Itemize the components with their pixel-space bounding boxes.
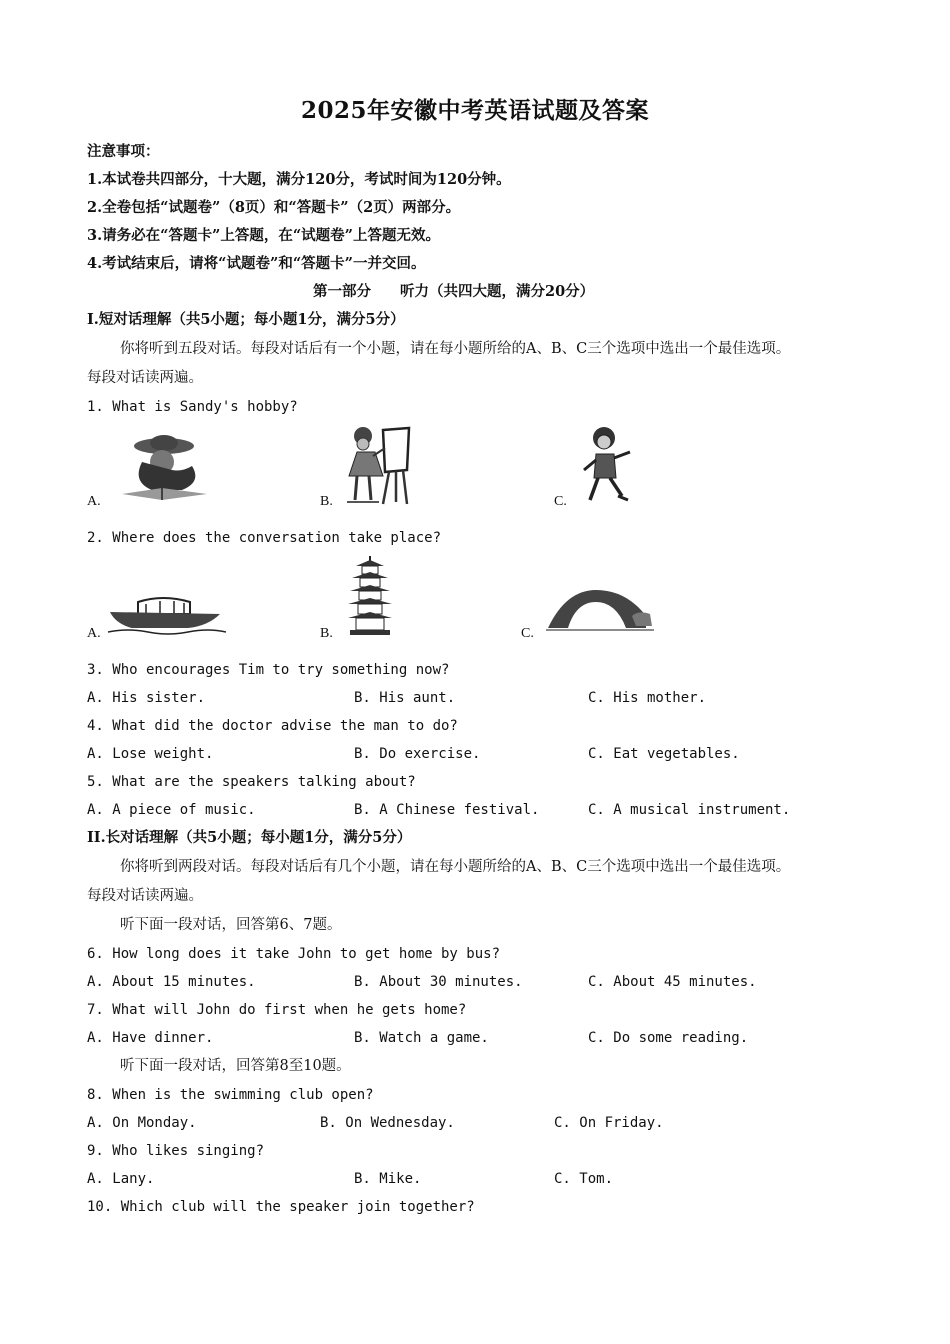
painting-girl-picture (343, 424, 413, 506)
option-label: B. (320, 494, 333, 509)
option-b: B. Mike. (354, 1171, 422, 1187)
stone-bridge-picture (546, 586, 654, 634)
option-c: C. A musical instrument. (588, 802, 791, 818)
option-b: B. On Wednesday. (320, 1115, 455, 1131)
option-label: C. (521, 626, 534, 641)
instruction: 每段对话读两遍。 (87, 370, 203, 386)
option-c: C. Do some reading. (588, 1030, 749, 1046)
question-8: 8. When is the swimming club open? (87, 1087, 374, 1103)
pagoda-picture (346, 554, 394, 636)
option-a: A. Have dinner. (87, 1030, 214, 1046)
option-b: B. Do exercise. (354, 746, 481, 762)
notice-item: 1.本试卷共四部分，十大题，满分120分，考试时间为120分钟。 (87, 171, 511, 188)
option-c: C. On Friday. (554, 1115, 664, 1131)
running-boy-picture (578, 424, 640, 506)
option-c: C. About 45 minutes. (588, 974, 757, 990)
option-label: C. (554, 494, 567, 509)
option-label: A. (87, 494, 101, 509)
instruction: 你将听到五段对话。每段对话后有一个小题，请在每小题所给的A、B、C三个选项中选出一个最佳选项。 (120, 341, 791, 357)
option-a: A. On Monday. (87, 1115, 197, 1131)
page-title: 2025年安徽中考英语试题及答案 (300, 97, 649, 124)
group-instruction: 听下面一段对话，回答第8至10题。 (120, 1058, 351, 1074)
option-c: C. His mother. (588, 690, 707, 706)
option-b: B. His aunt. (354, 690, 456, 706)
option-a: A. His sister. (87, 690, 206, 706)
question-9: 9. Who likes singing? (87, 1143, 265, 1159)
notice-item: 3.请务必在“答题卡”上答题，在“试题卷”上答题无效。 (87, 227, 440, 244)
notice-item: 2.全卷包括“试题卷”（8页）和“答题卡”（2页）两部分。 (87, 199, 461, 216)
question-5: 5. What are the speakers talking about? (87, 774, 416, 790)
question-10: 10. Which club will the speaker join together? (87, 1199, 475, 1215)
part-heading: 第一部分 听力（共四大题，满分20分） (313, 283, 595, 300)
instruction: 你将听到两段对话。每段对话后有几个小题，请在每小题所给的A、B、C三个选项中选出一个最佳选项。 (120, 859, 791, 875)
question-1: 1. What is Sandy's hobby? (87, 399, 298, 415)
reading-girl-picture (112, 432, 212, 502)
question-7: 7. What will John do first when he gets home? (87, 1002, 467, 1018)
option-a: A. Lose weight. (87, 746, 214, 762)
option-c: C. Tom. (554, 1171, 614, 1187)
option-b: B. About 30 minutes. (354, 974, 523, 990)
option-label: A. (87, 626, 101, 641)
option-c: C. Eat vegetables. (588, 746, 740, 762)
option-a: A. Lany. (87, 1171, 155, 1187)
notice-heading: 注意事项： (87, 143, 160, 160)
option-b: B. A Chinese festival. (354, 802, 540, 818)
group-instruction: 听下面一段对话，回答第6、7题。 (120, 917, 342, 933)
option-label: B. (320, 626, 333, 641)
option-a: A. About 15 minutes. (87, 974, 256, 990)
section-heading: II.长对话理解（共5小题；每小题1分，满分5分） (87, 829, 412, 846)
notice-item: 4.考试结束后，请将“试题卷”和“答题卡”一并交回。 (87, 255, 426, 272)
question-4: 4. What did the doctor advise the man to do? (87, 718, 458, 734)
instruction: 每段对话读两遍。 (87, 888, 203, 904)
option-b: B. Watch a game. (354, 1030, 489, 1046)
boat-picture (108, 596, 226, 638)
option-a: A. A piece of music. (87, 802, 256, 818)
section-heading: I.短对话理解（共5小题；每小题1分，满分5分） (87, 311, 405, 328)
question-6: 6. How long does it take John to get home by bus? (87, 946, 501, 962)
question-2: 2. Where does the conversation take place? (87, 530, 442, 546)
question-3: 3. Who encourages Tim to try something now? (87, 662, 450, 678)
